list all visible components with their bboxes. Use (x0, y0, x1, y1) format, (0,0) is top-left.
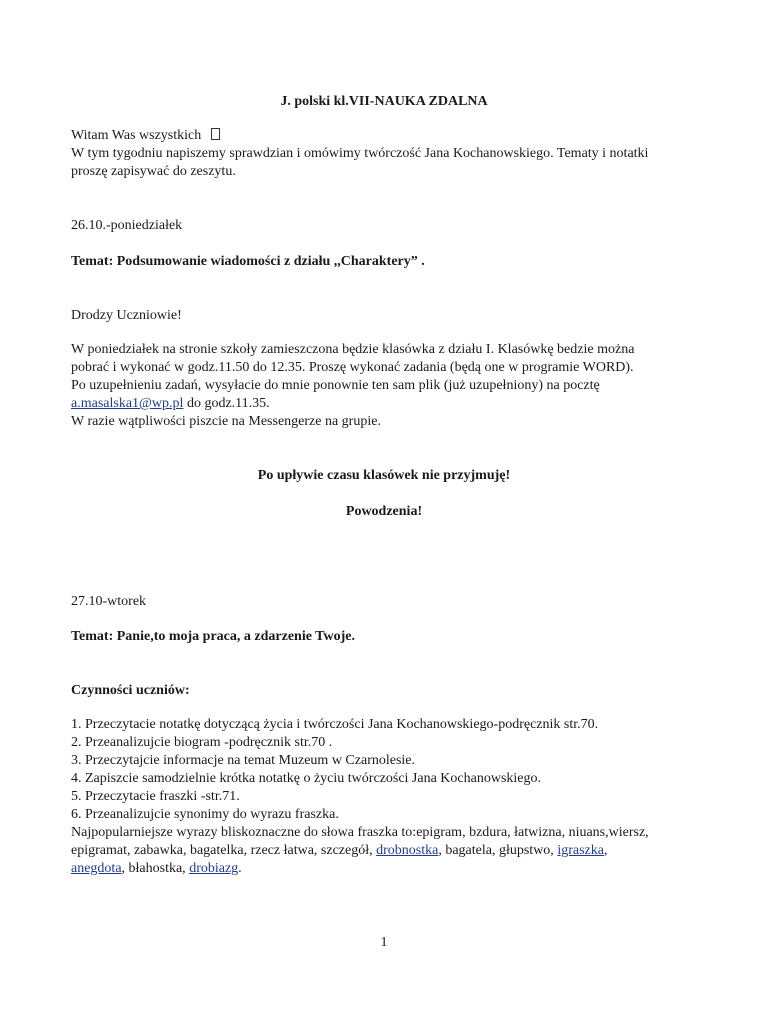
deadline-warning: Po upływie czasu klasówek nie przyjmuję! (257, 468, 511, 483)
drobnostka-link[interactable]: drobnostka (376, 843, 439, 858)
activity-item: 3. Przeczytajcie informacje na temat Muzeum w Czarnolesie. (71, 753, 416, 768)
day1-paragraph-line-2: pobrać i wykonać w godz.11.50 do 12.35. Proszę wykonać zadania (będą one w programie WORD). (71, 360, 634, 375)
document-title: J. polski kl.VII-NAUKA ZDALNA (280, 94, 488, 109)
synonyms-text: , błahostka, (121, 861, 190, 876)
synonyms-line-2 (71, 842, 711, 860)
day1-paragraph-line-5: W razie wątpliwości piszcie na Messengerze na grupie. (71, 414, 381, 429)
anegdota-link[interactable]: anegdota (71, 861, 122, 876)
activity-item: 6. Przeanalizujcie synonimy do wyrazu fraszka. (71, 807, 339, 822)
day2-topic: Temat: Panie,to moja praca, a zdarzenie Twoje. (71, 629, 355, 644)
greeting-text: Witam Was wszystkich (71, 128, 202, 143)
activity-item: 2. Przeanalizujcie biogram -podręcznik str.70 . (71, 735, 333, 750)
synonyms-text: epigramat, zabawka, bagatelka, rzecz łatwa, szczegół, (71, 843, 377, 858)
missing-glyph-icon (211, 128, 220, 140)
greeting-line (71, 127, 711, 145)
page-number: 1 (380, 935, 388, 950)
deadline-text: do godz.11.35. (183, 396, 270, 411)
synonyms-line-3 (71, 860, 711, 878)
day1-date: 26.10.-poniedziałek (71, 218, 183, 233)
intro-line-2: proszę zapisywać do zeszytu. (71, 164, 236, 179)
activity-item: 1. Przeczytacie notatkę dotyczącą życia i twórczości Jana Kochanowskiego-podręcznik str.70. (71, 717, 599, 732)
synonyms-text: . (238, 861, 242, 876)
intro-line-1: W tym tygodniu napiszemy sprawdzian i omówimy twórczość Jana Kochanowskiego. Tematy i notatki (71, 146, 649, 161)
day1-paragraph-line-3: Po uzupełnieniu zadań, wysyłacie do mnie ponownie ten sam plik (już uzupełniony) na pocztę (71, 378, 600, 393)
activity-item: 4. Zapiszcie samodzielnie krótka notatkę o życiu twórczości Jana Kochanowskiego. (71, 771, 542, 786)
igraszka-link[interactable]: igraszka (557, 843, 604, 858)
activity-list (71, 716, 711, 824)
activities-heading: Czynności uczniów: (71, 683, 190, 698)
synonyms-text: , bagatela, głupstwo, (438, 843, 558, 858)
synonyms-text: , (603, 843, 608, 858)
day1-topic: Temat: Podsumowanie wiadomości z działu ,,Charaktery” . (71, 254, 425, 269)
activity-item: 5. Przeczytacie fraszki -str.71. (71, 789, 240, 804)
day1-salutation: Drodzy Uczniowie! (71, 308, 182, 323)
day1-paragraph-line-4 (71, 395, 711, 413)
day1-paragraph-line-1: W poniedziałek na stronie szkoły zamieszczona będzie klasówka z działu I. Klasówkę bedzie można (71, 342, 635, 357)
drobiazg-link[interactable]: drobiazg (189, 861, 239, 876)
day2-date: 27.10-wtorek (71, 594, 147, 609)
email-link[interactable]: a.masalska1@wp.pl (71, 396, 184, 411)
synonyms-line-1: Najpopularniejsze wyrazy bliskoznaczne do słowa fraszka to:epigram, bzdura, łatwizna, niuans,wiersz, (71, 825, 649, 840)
good-luck-text: Powodzenia! (345, 504, 423, 519)
